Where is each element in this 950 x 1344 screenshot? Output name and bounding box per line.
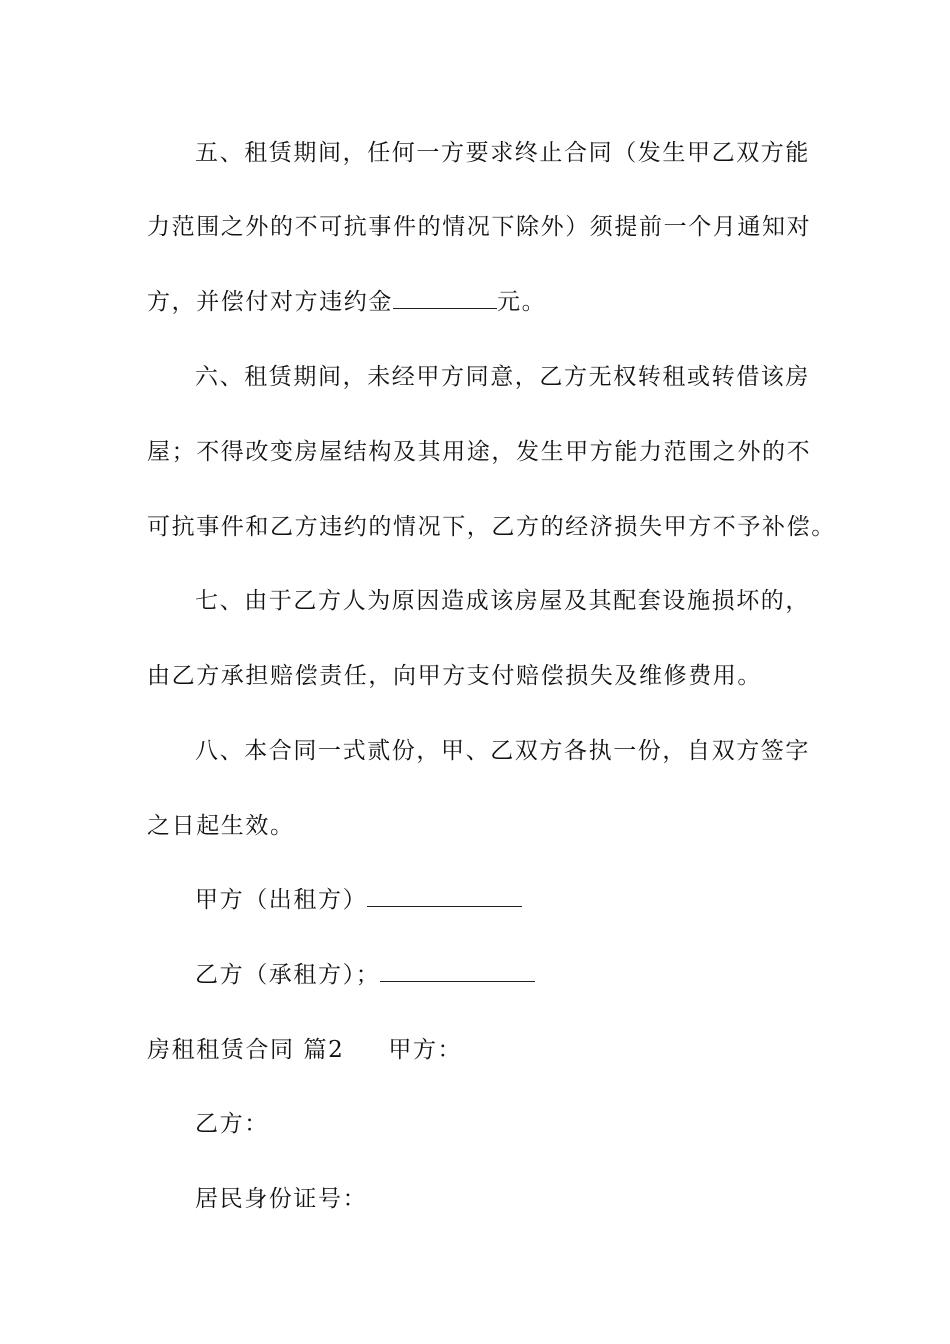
clause-5-line-3-unit: 元。 [497, 289, 547, 315]
clause-6-line-2: 屋；不得改变房屋结构及其用途，发生甲方能力范围之外的不 [147, 439, 812, 465]
penalty-amount-blank [393, 288, 497, 309]
clause-8-line-2: 之日起生效。 [147, 813, 295, 839]
clause-5-line-3-text: 方，并偿付对方违约金 [147, 289, 393, 315]
party-a-label: 甲方（出租方） [195, 887, 368, 913]
party-b-signature-blank [380, 961, 535, 982]
clause-6-line-3: 可抗事件和乙方违约的情况下，乙方的经济损失甲方不予补偿。 [147, 514, 836, 540]
party-a-signature-blank [367, 886, 522, 907]
clause-6-line-1: 六、租赁期间，未经甲方同意，乙方无权转租或转借该房 [195, 364, 810, 390]
clause-5-line-1: 五、租赁期间，任何一方要求终止合同（发生甲乙双方能 [195, 140, 810, 166]
clause-5-line-2: 力范围之外的不可抗事件的情况下除外）须提前一个月通知对 [147, 214, 812, 240]
contract-2-party-a: 甲方： [388, 1037, 463, 1063]
contract-2-heading-line [147, 1034, 807, 1066]
party-b-signature-line [195, 959, 807, 991]
contract-2-id-number: 居民身份证号： [195, 1186, 368, 1212]
clause-7-line-1: 七、由于乙方人为原因造成该房屋及其配套设施损坏的， [195, 588, 810, 614]
party-b-label: 乙方（承租方）； [195, 962, 381, 988]
clause-7-line-2: 由乙方承担赔偿责任，向甲方支付赔偿损失及维修费用。 [147, 663, 762, 689]
clause-5-line-3 [147, 286, 807, 318]
contract-2-party-b: 乙方： [195, 1111, 269, 1137]
contract-2-heading: 房租租赁合同 篇2 [147, 1037, 345, 1063]
clause-8-line-1: 八、本合同一式贰份，甲、乙双方各执一份，自双方签字 [195, 738, 810, 764]
party-a-signature-line [195, 884, 807, 916]
